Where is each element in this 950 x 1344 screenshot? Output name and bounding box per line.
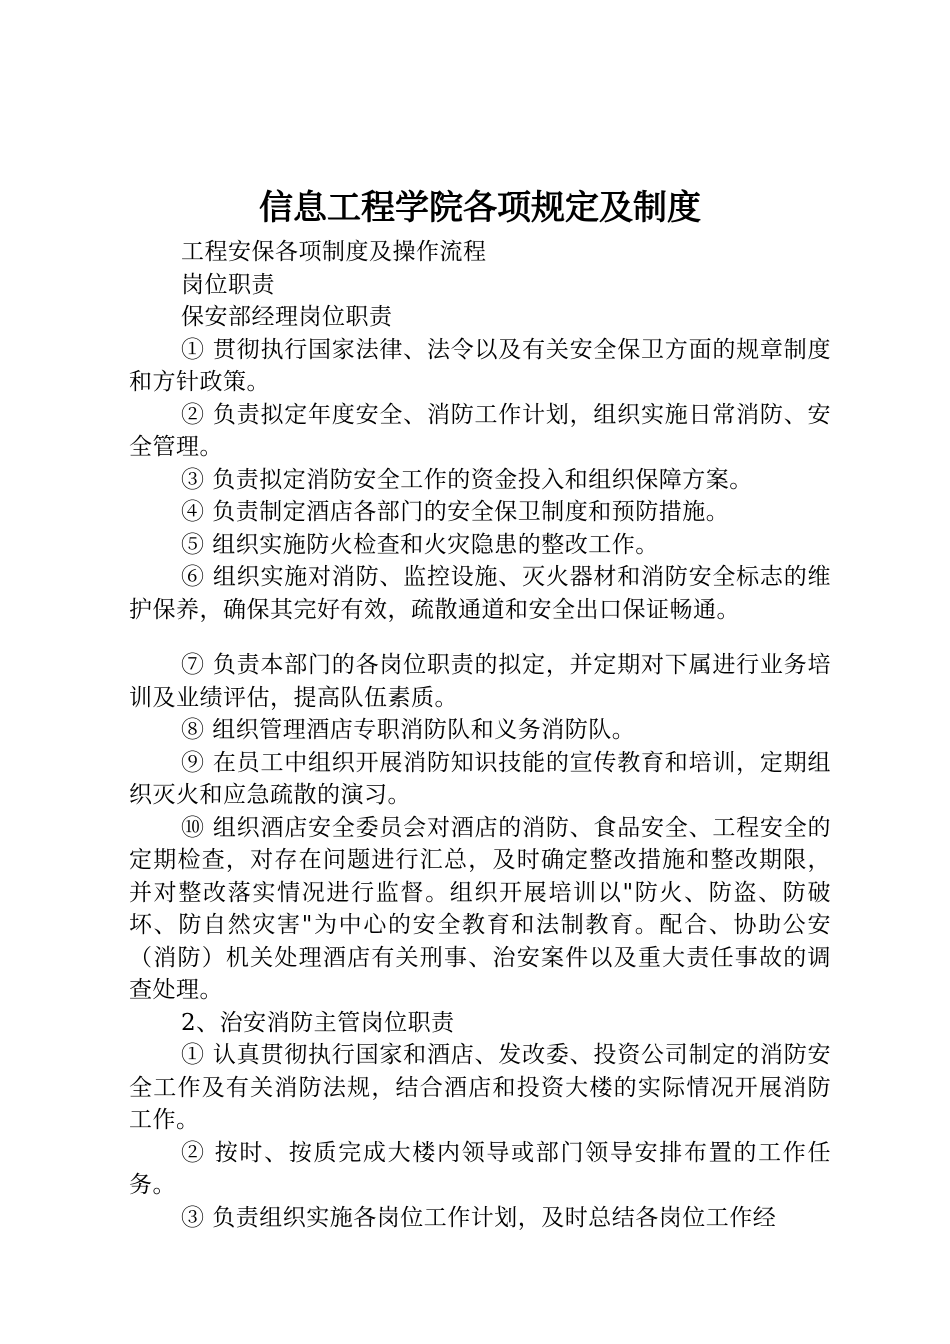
paragraph: ⑤ 组织实施防火检查和火灾隐患的整改工作。 (181, 531, 659, 558)
paragraph: ② 按时、按质完成大楼内领导或部门领导安排布置的工作任务。 (129, 1139, 831, 1198)
document-body (129, 236, 831, 1234)
paragraph: ③ 负责拟定消防安全工作的资金投入和组织保障方案。 (181, 466, 753, 493)
paragraph: ⑦ 负责本部门的各岗位职责的拟定，并定期对下属进行业务培训及业绩评估，提高队伍素质。 (129, 652, 831, 711)
paragraph: ⑨ 在员工中组织开展消防知识技能的宣传教育和培训，定期组织灭火和应急疏散的演习。 (129, 749, 831, 808)
paragraph: ⑩ 组织酒店安全委员会对酒店的消防、食品安全、工程安全的定期检查，对存在问题进行汇总，及时确定整改措施和整改期限，并对整改落实情况进行监督。组织开展培训以"防火、防盗、防破坏、防自然灾害"为中心的安全教育和法制教育。配合、协助公安（消防）机关处理酒店有关刑事、治安案件以及重大责任事故的调查处理。 (129, 814, 831, 1003)
paragraph: ⑧ 组织管理酒店专职消防队和义务消防队。 (181, 717, 636, 743)
paragraph: ⑥ 组织实施对消防、监控设施、灭火器材和消防安全标志的维护保养，确保其完好有效，疏散通道和安全出口保证畅通。 (129, 564, 831, 623)
paragraph: 保安部经理岗位职责 (181, 304, 393, 330)
paragraph: ④ 负责制定酒店各部门的安全保卫制度和预防措施。 (181, 499, 730, 525)
paragraph: 岗位职责 (181, 271, 275, 298)
paragraph: ③ 负责组织实施各岗位工作计划，及时总结各岗位工作经 (181, 1204, 777, 1231)
paragraph: ① 认真贯彻执行国家和酒店、发改委、投资公司制定的消防安全工作及有关消防法规，结合酒店和投资大楼的实际情况开展消防工作。 (129, 1042, 831, 1133)
section-heading: 2、治安消防主管岗位职责 (181, 1009, 455, 1036)
paragraph: 工程安保各项制度及操作流程 (181, 239, 487, 265)
paragraph: ② 负责拟定年度安全、消防工作计划，组织实施日常消防、安全管理。 (129, 401, 831, 460)
document-title: 信息工程学院各项规定及制度 (259, 188, 701, 228)
paragraph: ① 贯彻执行国家法律、法令以及有关安全保卫方面的规章制度和方针政策。 (129, 336, 831, 395)
